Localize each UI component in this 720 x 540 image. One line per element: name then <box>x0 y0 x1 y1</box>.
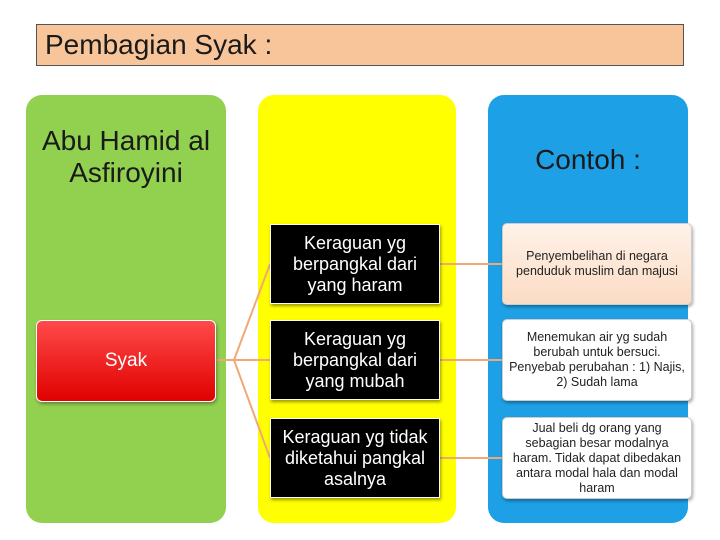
page-title: Pembagian Syak : <box>45 29 273 60</box>
connector-root-cat1 <box>214 264 270 360</box>
category-node-1: Keraguan yg berpangkal dari yang haram <box>270 224 440 304</box>
example-node-3: Jual beli dg orang yang sebagian besar modalnya haram. Tidak dapat dibedakan antara modal hala dan modal haram <box>502 417 692 499</box>
right-column-header: Contoh : <box>535 144 641 175</box>
category-node-3: Keraguan yg tidak diketahui pangkal asalnya <box>270 418 440 498</box>
left-column-header: Abu Hamid al Asfiroyini <box>41 125 211 188</box>
example-node-2: Menemukan air yg sudah berubah untuk bersuci. Penyebab perubahan : 1) Najis, 2) Sudah lama <box>502 319 692 401</box>
root-node-label: Syak <box>104 350 148 371</box>
connector-root-cat3 <box>214 360 270 458</box>
root-node-syak <box>36 320 216 402</box>
example-node-1: Penyembelihan di negara penduduk muslim dan majusi <box>502 223 692 305</box>
category-node-2: Keraguan yg berpangkal dari yang mubah <box>270 320 440 400</box>
